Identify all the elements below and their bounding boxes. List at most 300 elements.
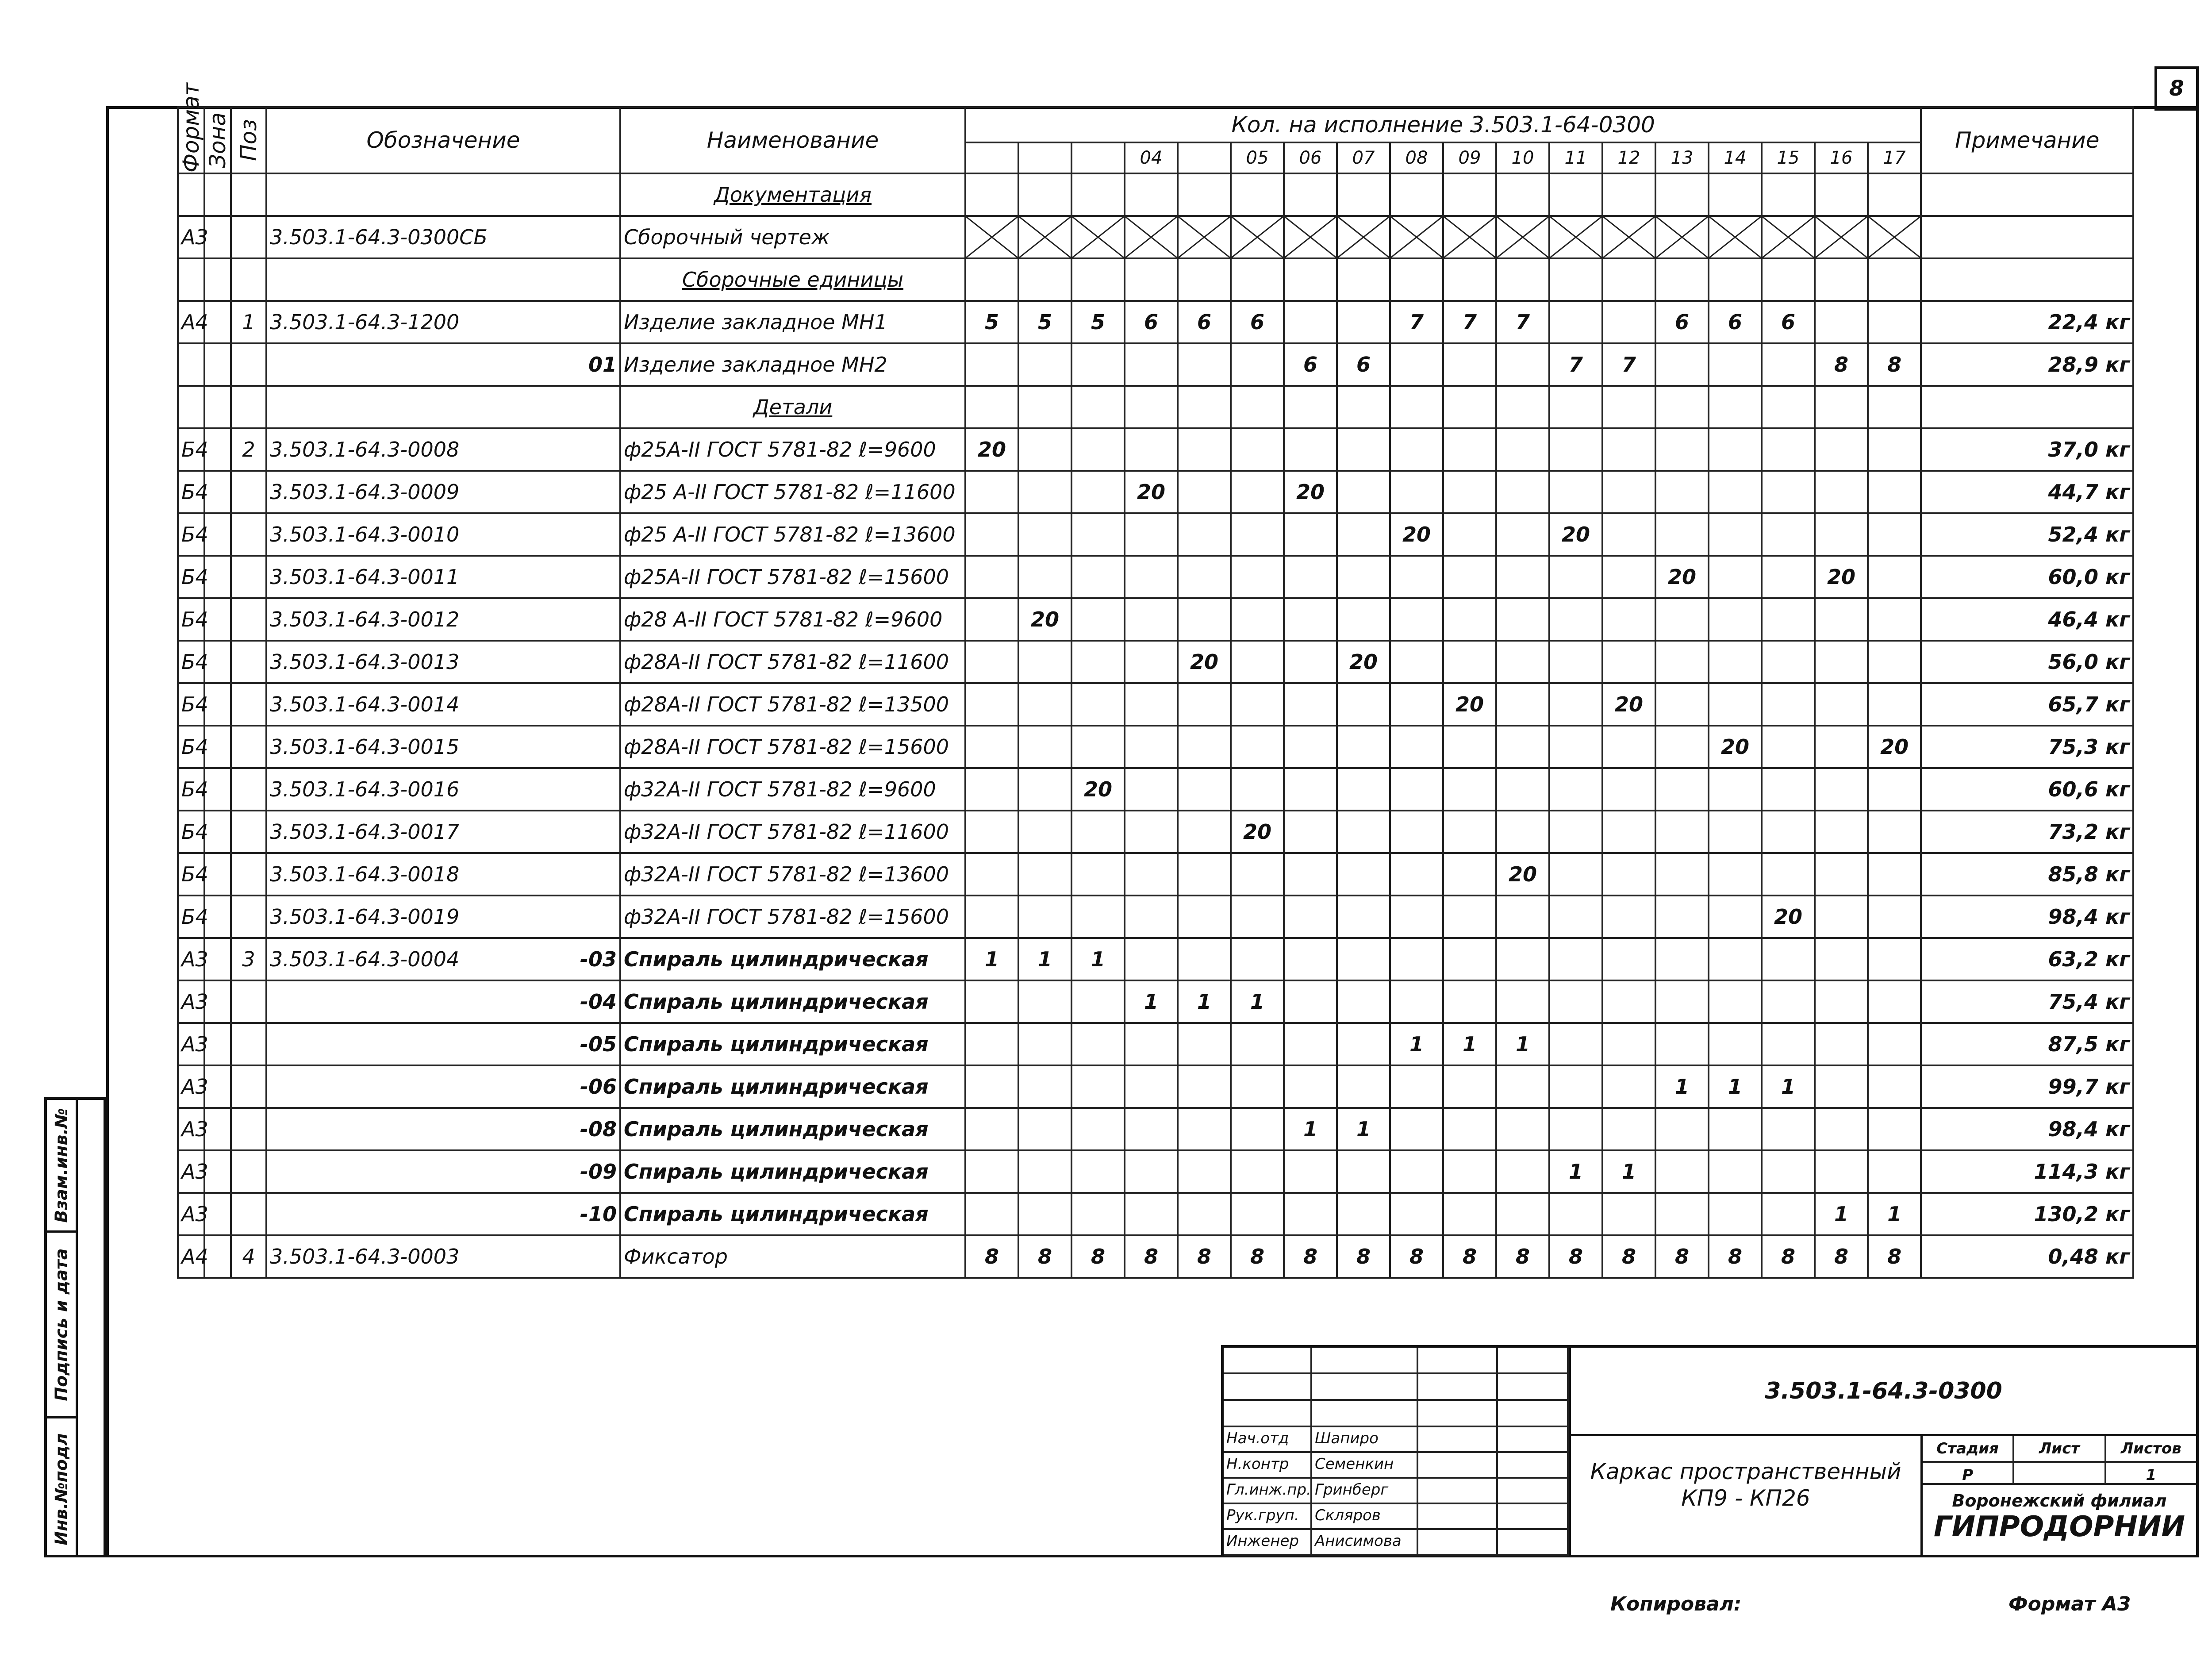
qty-cell [1602,513,1655,556]
empty-cell [1284,386,1337,428]
variant-header [1018,142,1071,173]
qty-cell [1868,980,1921,1023]
name-cell: Изделие закладное МН1 [620,301,965,343]
format-cell: А3 [178,1150,204,1193]
table-row [178,343,2133,386]
qty-cell [1390,428,1443,471]
variant-header: 12 [1602,142,1655,173]
qty-cell [1231,343,1284,386]
designation-suffix: -03 [580,947,617,971]
qty-cell [1018,896,1071,938]
qty-cell [1602,853,1655,896]
empty-cell [1231,173,1284,216]
qty-cell: 20 [1655,556,1709,598]
qty-cell [1868,513,1921,556]
signature-grid [1224,1348,1569,1555]
qty-cell [1178,726,1231,768]
qty-cell [1868,1065,1921,1108]
table-row [178,811,2133,853]
qty-cell [1549,641,1602,683]
qty-cell [1443,556,1496,598]
designation-text: 3.503.1-64.3-0011 [270,565,460,589]
empty-cell [1443,258,1496,301]
qty-cell: 20 [1709,726,1762,768]
designation-cell [266,428,620,471]
designation-suffix: -06 [580,1075,617,1099]
designation-cell [266,1023,620,1065]
designation-suffix: -10 [580,1202,617,1226]
format-cell: Б4 [178,726,204,768]
qty-cell [1284,896,1337,938]
pos-cell [231,1065,266,1108]
qty-cell [1337,598,1390,641]
format-cell: А4 [178,301,204,343]
empty-cell [1071,173,1125,216]
empty-cell [1231,386,1284,428]
qty-cell: 8 [1443,1235,1496,1278]
note-cell [1921,216,2133,258]
qty-cell [1496,641,1549,683]
section-title: Детали [620,386,965,428]
qty-cell [1125,938,1178,980]
designation-text: 3.503.1-64.3-1200 [270,310,460,334]
empty-cell [266,386,620,428]
qty-cell: 7 [1443,301,1496,343]
format-cell: Б4 [178,641,204,683]
qty-cell [1443,1193,1496,1235]
table-row [178,471,2133,513]
qty-cell [965,896,1018,938]
qty-cell [965,1193,1018,1235]
name-cell: Спираль цилиндрическая [620,1108,965,1150]
signature-row [1224,1453,1569,1479]
qty-cell [1178,1193,1231,1235]
qty-cell [1443,1150,1496,1193]
designation-text: 3.503.1-64.3-0300СБ [270,225,488,249]
name-cell: ф28 А-II ГОСТ 5781-82 ℓ=9600 [620,598,965,641]
title-line-2: КП9 - КП26 [1681,1485,1810,1511]
qty-cell: 6 [1709,301,1762,343]
format-cell [178,343,204,386]
qty-cell [1231,853,1284,896]
qty-cell [1868,428,1921,471]
note-cell: 0,48 кг [1921,1235,2133,1278]
table-row [178,556,2133,598]
qty-cell [1496,1065,1549,1108]
qty-cell [1071,896,1125,938]
copied-by: Копировал: [1610,1593,1742,1615]
qty-cell [1390,938,1443,980]
qty-cell [965,811,1018,853]
qty-cell [1655,980,1709,1023]
qty-cell [1443,471,1496,513]
qty-cell: 8 [1868,343,1921,386]
crossed-cell [1443,216,1496,258]
qty-cell [1071,1065,1125,1108]
sheet-number: 8 [2154,66,2199,111]
qty-cell [1655,1023,1709,1065]
qty-cell [965,980,1018,1023]
empty-cell [965,173,1018,216]
signer-role: Нач.отд [1224,1427,1312,1451]
side-stamp-labels [47,1100,78,1555]
title-doc-code: 3.503.1-64.3-0300 [1569,1348,2196,1436]
qty-cell: 1 [965,938,1018,980]
qty-cell: 20 [1868,726,1921,768]
qty-cell [1762,1193,1815,1235]
qty-cell [1815,853,1868,896]
qty-cell [1602,428,1655,471]
crossed-cell [1496,216,1549,258]
table-row [178,513,2133,556]
qty-cell: 20 [1337,641,1390,683]
qty-cell [1390,556,1443,598]
designation-suffix: -08 [580,1117,617,1141]
qty-cell: 20 [1018,598,1071,641]
qty-cell [1337,1193,1390,1235]
format-cell: А3 [178,1193,204,1235]
designation-cell [266,726,620,768]
qty-cell [1231,1150,1284,1193]
variant-header: 15 [1762,142,1815,173]
qty-cell [1071,811,1125,853]
crossed-cell [1602,216,1655,258]
crossed-cell [1231,216,1284,258]
qty-cell: 8 [1071,1235,1125,1278]
empty-cell [1921,173,2133,216]
qty-cell [1496,726,1549,768]
name-cell: ф32А-II ГОСТ 5781-82 ℓ=13600 [620,853,965,896]
name-cell: Сборочный чертеж [620,216,965,258]
qty-cell [1125,556,1178,598]
qty-cell [1443,641,1496,683]
qty-cell [1231,1193,1284,1235]
qty-cell: 1 [1602,1150,1655,1193]
qty-cell: 8 [1709,1235,1762,1278]
qty-cell: 20 [1815,556,1868,598]
qty-cell: 6 [1231,301,1284,343]
qty-cell [1602,1065,1655,1108]
zone-cell [204,556,231,598]
qty-cell [1443,896,1496,938]
zone-cell [204,216,231,258]
note-cell: 56,0 кг [1921,641,2133,683]
qty-cell [1549,471,1602,513]
variant-header: 04 [1125,142,1178,173]
qty-cell [1390,896,1443,938]
name-cell: Изделие закладное МН2 [620,343,965,386]
qty-cell [1868,853,1921,896]
qty-cell: 8 [1337,1235,1390,1278]
qty-cell [1709,556,1762,598]
table-row [178,768,2133,811]
qty-cell [1390,1065,1443,1108]
qty-cell [965,768,1018,811]
qty-cell [1390,471,1443,513]
qty-cell [1071,1023,1125,1065]
qty-cell [1018,1023,1071,1065]
designation-cell [266,1065,620,1108]
variant-header: 09 [1443,142,1496,173]
note-cell: 44,7 кг [1921,471,2133,513]
qty-cell [1815,1108,1868,1150]
designation-cell [266,598,620,641]
empty-cell [1443,386,1496,428]
name-cell: Спираль цилиндрическая [620,938,965,980]
qty-cell [1709,896,1762,938]
designation-cell [266,343,620,386]
empty-cell [1337,258,1390,301]
format-cell: Б4 [178,683,204,726]
qty-cell [1231,1023,1284,1065]
designation-suffix: -04 [580,990,617,1014]
variant-header: 11 [1549,142,1602,173]
qty-cell [1178,683,1231,726]
designation-cell [266,980,620,1023]
empty-cell [266,258,620,301]
designation-text: 3.503.1-64.3-0012 [270,607,460,631]
qty-cell [1655,428,1709,471]
designation-cell [266,556,620,598]
qty-cell [1762,811,1815,853]
qty-cell [1178,598,1231,641]
qty-cell [1496,811,1549,853]
qty-cell [1815,726,1868,768]
qty-cell [1602,471,1655,513]
empty-cell [178,386,204,428]
qty-cell [1496,1193,1549,1235]
grid-cell [1224,1401,1312,1426]
empty-cell [231,173,266,216]
empty-cell [1549,258,1602,301]
qty-cell [1496,683,1549,726]
pos-cell [231,1023,266,1065]
qty-cell [1655,938,1709,980]
name-cell: Спираль цилиндрическая [620,980,965,1023]
qty-cell [1390,768,1443,811]
format-header: Формат [178,83,204,173]
name-cell: ф25 А-II ГОСТ 5781-82 ℓ=13600 [620,513,965,556]
table-row [178,1065,2133,1108]
qty-cell [1390,1108,1443,1150]
pos-cell [231,343,266,386]
signature-row [1224,1427,1569,1453]
pos-cell [231,471,266,513]
designation-text: 3.503.1-64.3-0004 [270,947,460,971]
empty-cell [1337,386,1390,428]
org-line-2: ГИПРОДОРНИИ [1933,1511,2185,1543]
empty-cell [1125,258,1178,301]
qty-cell [1443,513,1496,556]
qty-cell [965,1023,1018,1065]
zone-cell [204,301,231,343]
qty-cell [1549,1108,1602,1150]
zone-cell [204,1065,231,1108]
sheet-value [2014,1463,2106,1483]
qty-cell [1815,1065,1868,1108]
qty-cell [1496,938,1549,980]
qty-cell [1390,598,1443,641]
table-row [178,896,2133,938]
qty-cell [1815,301,1868,343]
note-cell: 52,4 кг [1921,513,2133,556]
qty-cell [1178,471,1231,513]
sign-date-label: Подпись и дата [47,1233,76,1418]
pos-cell: 2 [231,428,266,471]
designation-cell [266,768,620,811]
qty-cell [1655,1150,1709,1193]
note-cell: 87,5 кг [1921,1023,2133,1065]
format-cell: Б4 [178,471,204,513]
qty-cell [1231,1108,1284,1150]
grid-cell [1312,1401,1418,1426]
qty-cell [1549,556,1602,598]
zone-cell [204,428,231,471]
name-cell: Спираль цилиндрическая [620,1065,965,1108]
empty-cell [965,386,1018,428]
qty-cell: 20 [1762,896,1815,938]
note-cell: 99,7 кг [1921,1065,2133,1108]
qty-cell [1443,726,1496,768]
stage-value: Р [1923,1463,2014,1483]
table-row [178,683,2133,726]
qty-cell [1815,641,1868,683]
qty-cell: 6 [1762,301,1815,343]
signature [1418,1479,1498,1503]
qty-cell: 5 [1018,301,1071,343]
qty-cell: 1 [1018,938,1071,980]
qty-cell [1443,343,1496,386]
stage-headers [1923,1436,2196,1463]
zone-cell [204,598,231,641]
crossed-cell [1125,216,1178,258]
qty-cell [1018,683,1071,726]
header-row [178,107,2133,142]
qty-cell [1549,598,1602,641]
qty-cell [1125,641,1178,683]
qty-cell: 1 [1549,1150,1602,1193]
note-cell: 60,0 кг [1921,556,2133,598]
note-header: Примечание [1921,107,2133,173]
qty-cell [1868,1150,1921,1193]
qty-cell [1071,1108,1125,1150]
qty-cell [1284,811,1337,853]
section-row [178,173,2133,216]
grid-cell [1312,1348,1418,1372]
variant-header [1178,142,1231,173]
qty-cell [1762,471,1815,513]
designation-suffix: -05 [580,1032,617,1056]
qty-cell [1602,726,1655,768]
zone-cell [204,896,231,938]
qty-cell [1018,641,1071,683]
qty-cell [1018,1193,1071,1235]
qty-cell [1178,1065,1231,1108]
designation-text: 3.503.1-64.3-0019 [270,905,460,929]
qty-cell [1337,1150,1390,1193]
pos-cell [231,598,266,641]
note-cell: 98,4 кг [1921,1108,2133,1150]
zone-cell [204,513,231,556]
qty-cell: 6 [1125,301,1178,343]
qty-cell [1815,980,1868,1023]
qty-cell [1815,1023,1868,1065]
format-cell: А3 [178,216,204,258]
qty-cell [1390,343,1443,386]
empty-cell [204,173,231,216]
variant-header: 17 [1868,142,1921,173]
name-cell: ф28А-II ГОСТ 5781-82 ℓ=15600 [620,726,965,768]
qty-cell [1125,853,1178,896]
qty-cell [1125,683,1178,726]
table-row [178,428,2133,471]
format-cell: Б4 [178,853,204,896]
format-cell: Б4 [178,513,204,556]
qty-cell [1231,598,1284,641]
qty-cell [1602,896,1655,938]
qty-cell: 20 [1390,513,1443,556]
qty-cell [1602,1108,1655,1150]
name-cell: Фиксатор [620,1235,965,1278]
empty-cell [1868,386,1921,428]
qty-cell [1496,980,1549,1023]
variant-header: 06 [1284,142,1337,173]
qty-cell [1815,513,1868,556]
qty-cell [1655,683,1709,726]
qty-cell [1018,343,1071,386]
note-cell: 73,2 кг [1921,811,2133,853]
qty-cell [1125,1023,1178,1065]
qty-cell [1443,768,1496,811]
empty-cell [1018,173,1071,216]
crossed-cell [1762,216,1815,258]
qty-cell [1655,598,1709,641]
qty-cell [1815,896,1868,938]
qty-cell [1178,1023,1231,1065]
zone-header: Зона [204,107,231,173]
qty-cell [1655,896,1709,938]
section-title: Документация [620,173,965,216]
qty-cell: 8 [1602,1235,1655,1278]
pos-cell [231,216,266,258]
qty-cell [965,598,1018,641]
name-cell: Спираль цилиндрическая [620,1023,965,1065]
qty-cell [1284,1065,1337,1108]
signer-name: Скляров [1312,1504,1418,1528]
qty-cell [1231,896,1284,938]
qty-cell [1390,683,1443,726]
note-cell: 37,0 кг [1921,428,2133,471]
table-row [178,216,2133,258]
qty-cell [1709,853,1762,896]
qty-cell [1655,1193,1709,1235]
empty-cell [1018,258,1071,301]
qty-cell [1231,768,1284,811]
qty-cell [1602,598,1655,641]
zone-cell [204,1150,231,1193]
table-row [178,1235,2133,1278]
empty-cell [1868,173,1921,216]
pos-cell [231,726,266,768]
qty-cell [1496,556,1549,598]
empty-cell [1602,386,1655,428]
qty-cell [1549,980,1602,1023]
date-cell [1498,1504,1569,1528]
variant-header: 13 [1655,142,1709,173]
qty-cell: 1 [1071,938,1125,980]
qty-cell [1231,641,1284,683]
date-cell [1498,1530,1569,1554]
